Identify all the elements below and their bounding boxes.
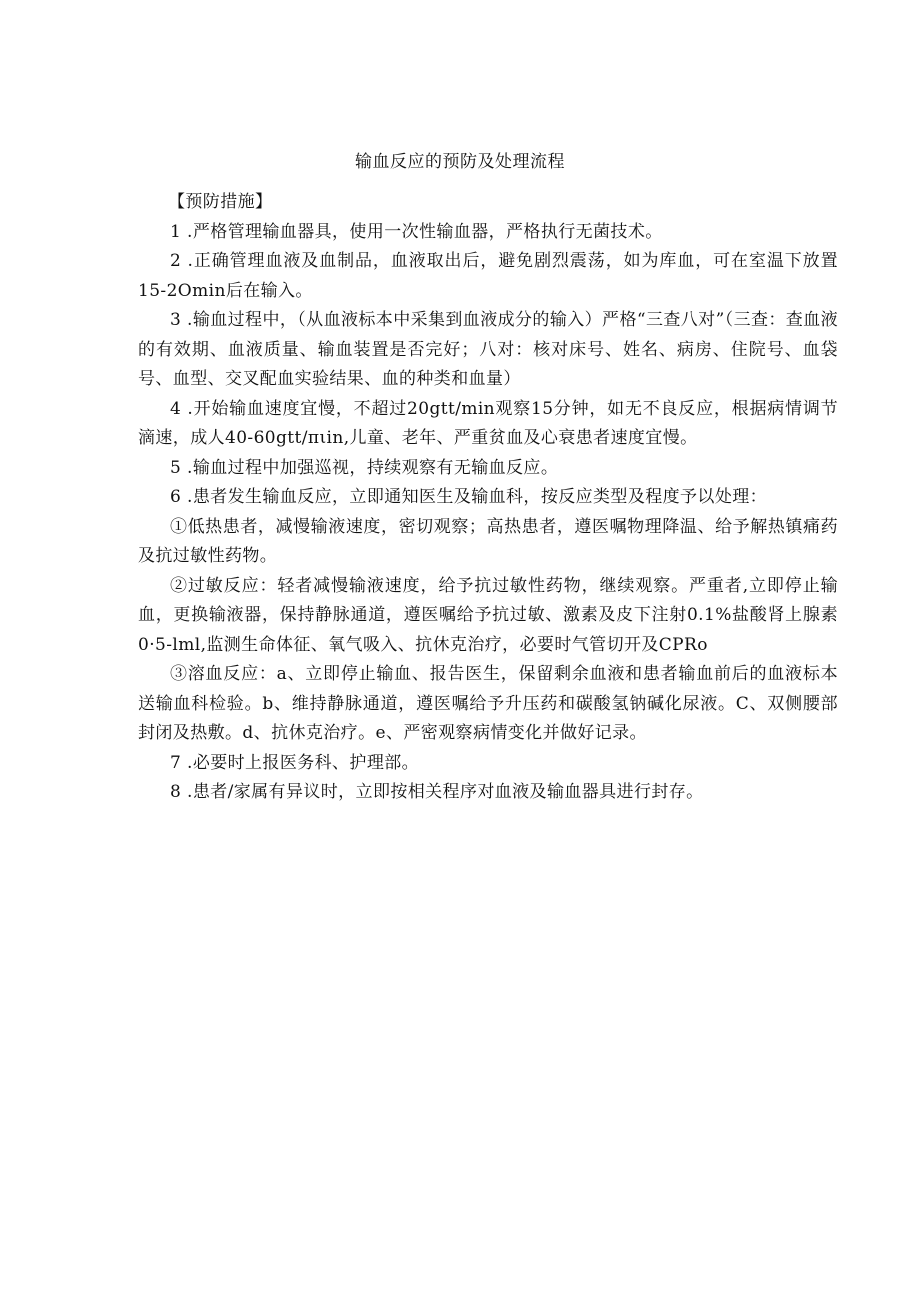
paragraph-subitem-hemolytic-reaction: ③溶血反应：a、立即停止输血、报告医生，保留剩余血液和患者输血前后的血液标本送输血科检验。b、维持静脉通道，遵医嘱给予升压药和碳酸氢钠碱化尿液。C、双侧腰部封闭及热敷。d、抗休克治疗。e、严密观察病情变化并做好记录。 (138, 664, 838, 743)
section-heading: 【预防措施】 (168, 192, 273, 212)
paragraph-item-3: 3 .输血过程中，（从血液标本中采集到血液成分的输入）严格“三查八对”（三查：查血液的有效期、血液质量、输血装置是否完好；八对：核对床号、姓名、病房、住院号、血袋号、血型、交叉配血实验结果、血的种类和血量） (138, 310, 838, 389)
paragraph-item-6: 6 .患者发生输血反应，立即通知医生及输血科，按反应类型及程度予以处理： (170, 487, 768, 507)
paragraph-item-8: 8 .患者/家属有异议时，立即按相关程序对血液及输血器具进行封存。 (170, 782, 704, 802)
document-title: 输血反应的预防及处理流程 (355, 152, 565, 172)
paragraph-item-4: 4 .开始输血速度宜慢，不超过20gtt∕min观察15分钟，如无不良反应，根据病情调节滴速，成人40-60gtt∕πιin,儿童、老年、严重贫血及心衰患者速度宜慢。 (138, 398, 838, 448)
document-body (138, 188, 838, 808)
paragraph-item-5: 5 .输血过程中加强巡视，持续观察有无输血反应。 (170, 457, 559, 478)
paragraph-subitem-allergic-reaction: ②过敏反应：轻者减慢输液速度，给予抗过敏性药物，继续观察。严重者,立即停止输血，更换输液器，保持静脉通道，遵医嘱给予抗过敏、激素及皮下注射0.1%盐酸肾上腺素0·5-lml,监测生命体征、氧气吸入、抗休克治疗，必要时气管切开及CPRo (138, 575, 838, 655)
paragraph-item-1: 1 .严格管理输血器具，使用一次性输血器，严格执行无菌技术。 (170, 221, 663, 242)
paragraph-subitem-low-fever: ①低热患者，减慢输液速度，密切观察；高热患者，遵医嘱物理降温、给予解热镇痛药及抗过敏性药物。 (138, 516, 838, 566)
paragraph-item-2: 2 .正确管理血液及血制品，血液取出后，避免剧烈震荡，如为库血，可在室温下放置15-2Omin后在输入。 (138, 251, 838, 301)
paragraph-item-7: 7 .必要时上报医务科、护理部。 (170, 752, 420, 773)
